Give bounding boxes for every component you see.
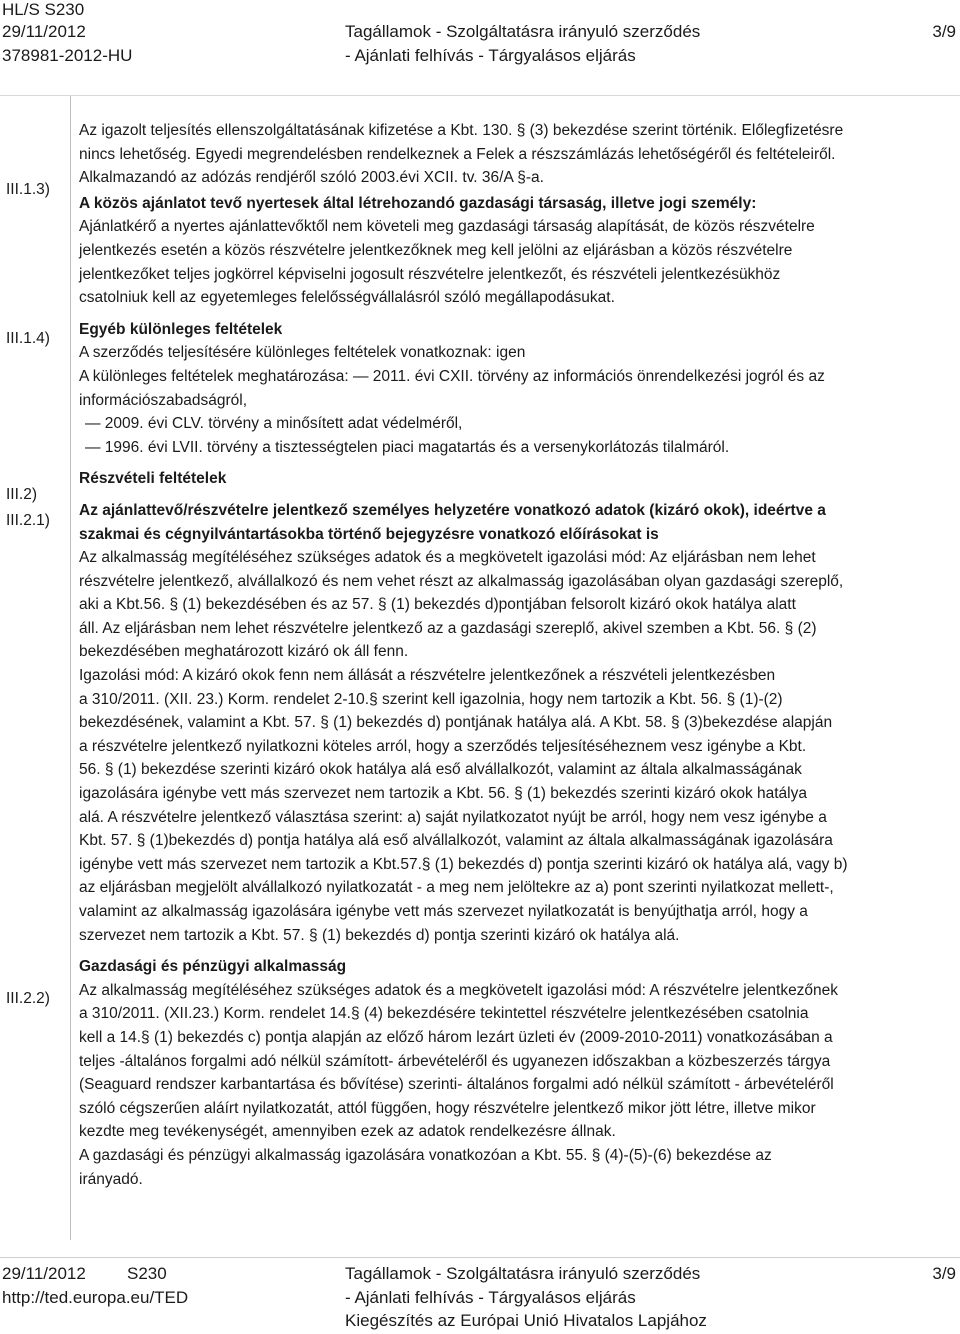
section-number-322: III.2.2)	[6, 990, 50, 1007]
text-line: Az igazolt teljesítés ellenszolgáltatásának kifizetése a Kbt. 130. § (3) bekezdése szerint történik. Előlegfizetésre	[79, 122, 844, 139]
text-line: bekezdésében meghatározott kizáró ok áll fenn.	[79, 643, 409, 661]
text-line: Ajánlatkérő a nyertes ajánlattevőktől nem követeli meg gazdasági társaság alapítását, de közös részvételre	[79, 218, 815, 236]
text-line: A szerződés teljesítésére különleges feltételek vonatkoznak: igen	[79, 344, 526, 362]
text-line: Igazolási mód: A kizáró okok fenn nem állását a részvételre jelentkezőnek a részvételi jelentkezésben	[79, 667, 776, 685]
header-divider	[0, 95, 960, 96]
footer-title-line3: Kiegészítés az Európai Unió Hivatalos Lapjához	[345, 1311, 707, 1330]
footer-url-link[interactable]: http://ted.europa.eu/TED	[2, 1288, 189, 1307]
text-line: 56. § (1) bekezdése szerinti kizáró okok hatálya alá eső alvállalkozót, valamint az általa alkalmasságának	[79, 761, 802, 779]
text-line: (Seaguard rendszer karbantartása és bővítése) szerinti- általános forgalmi adó nélkül számított - árbevételéről	[79, 1076, 834, 1094]
text-line: Kbt. 57. § (1)bekezdés d) pontja hatálya alá eső alvállalkozót, valamint az általa alkalmasságának igazolására	[79, 832, 833, 850]
footer-page: 3/9	[932, 1264, 956, 1283]
header-date: 29/11/2012	[2, 22, 86, 41]
text-line: valamint az alkalmasság igazolására igénybe vett más szervezet nyilatkozatát is benyújthatja arról, hogy a	[79, 903, 808, 920]
text-line: A gazdasági és pénzügyi alkalmasság igazolására vonatkozóan a Kbt. 55. § (4)-(5)-(6) bekezdése az	[79, 1146, 772, 1164]
text-line: Az alkalmasság megítéléséhez szükséges adatok és a megkövetelt igazolási mód: A részvételre jelentkezőnek	[79, 981, 839, 999]
text-line: irányadó.	[79, 1170, 143, 1188]
text-line: alá. A részvételre jelentkező választása szerint: a) saját nyilatkozatot nyújt be arról, hogy nem vesz igénybe a	[79, 808, 827, 826]
text-line: bekezdésének, valamint a Kbt. 57. § (1) bekezdés d) pontjának hatálya alá. A Kbt. 58. § (3)bekezdése alapján	[79, 714, 833, 732]
header-page: 3/9	[932, 22, 956, 41]
text-line: a 310/2011. (XII.23.) Korm. rendelet 14.§ (4) bekezdésére tekintettel részvételre jelentkezésében csatolnia	[79, 1005, 809, 1023]
footer-title-line1: Tagállamok - Szolgáltatásra irányuló szerződés	[345, 1264, 701, 1283]
section-314-title: Egyéb különleges feltételek	[79, 320, 283, 338]
text-line: a részvételre jelentkező nyilatkozni köteles arról, hogy a szerződés teljesítéséheznem vesz igénybe a Kbt.	[79, 737, 807, 755]
section-322-body	[79, 979, 955, 1191]
section-number-321: III.2.1)	[6, 512, 50, 529]
header-title-line2: - Ajánlati felhívás - Tárgyalásos eljárás	[345, 46, 636, 65]
text-line: A különleges feltételek meghatározása: — 2011. évi CXII. törvény az információs önrendelkezési jogról és az	[79, 367, 825, 385]
section-321-body	[79, 546, 955, 947]
text-line: — 1996. évi LVII. törvény a tisztességtelen piaci magatartás és a versenykorlátozás tilalmáról.	[85, 438, 730, 456]
text-line: szakmai és cégnyilvántartásokba történő bejegyzésre vonatkozó előírásokat is	[79, 525, 659, 543]
text-line: információszabadságról,	[79, 391, 248, 409]
text-line: igazolására igénybe vett más szervezet nem tartozik a Kbt. 56. § (1) bekezdés szerinti kizáró okok hatálya	[79, 785, 807, 803]
section-314-body	[79, 341, 955, 459]
text-line: jelentkezés esetén a közös részvételre jelentkezőknek meg kell jelölni az eljárásban a közös részvételre	[79, 241, 793, 259]
text-line: nincs lehetőség. Egyedi megrendelésben rendelkeznek a Felek a részszámlázás lehetőségéről és feltételeiről.	[79, 145, 836, 163]
section-321-title	[79, 499, 955, 546]
text-line: Az ajánlattevő/részvételre jelentkező személyes helyzetére vonatkozó adatok (kizáró okok), ideértve a	[79, 501, 826, 519]
text-line: Alkalmazandó az adózás rendjéről szóló 2003.évi XCII. tv. 36/A §-a.	[79, 169, 544, 187]
text-line: szóló cégszerűen aláírt nyilatkozatát, attól függően, hogy részvételre jelentkező mikor jött létre, illetve mikor	[79, 1099, 816, 1117]
section-number-314: III.1.4)	[6, 330, 50, 347]
payment-text	[79, 119, 955, 190]
text-line: csatolniuk kell az egyetemleges felelősségvállalásról szóló megállapodásukat.	[79, 289, 615, 307]
footer-title-line2: - Ajánlati felhívás - Tárgyalásos eljárás	[345, 1288, 636, 1307]
text-line: — 2009. évi CLV. törvény a minősített adat védelméről,	[85, 415, 463, 433]
section-divider-line	[70, 96, 71, 1240]
section-number-32: III.2)	[6, 486, 38, 503]
section-32-title: Részvételi feltételek	[79, 470, 227, 488]
footer-divider	[0, 1257, 960, 1258]
text-line: jelentkezőket teljes jogkörrel képviselni jogosult részvételre jelentkezőt, és részvételi jelentkezésükhöz	[79, 265, 781, 283]
text-line: részvételre jelentkező, alvállalkozó és nem vehet részt az alkalmasság igazolásában olyan gazdasági szereplő,	[79, 572, 844, 590]
section-313-title: A közös ajánlatot tevő nyertesek által létrehozandó gazdasági társaság, illetve jogi személy:	[79, 194, 757, 212]
text-line: az eljárásban megjelölt alvállalkozó nyilatkozatát - a meg nem jelöltekre az a) pont szerinti nyilatkozat mellett-,	[79, 879, 834, 897]
text-line: igénybe vett más szervezet nem tartozik a Kbt.57.§ (1) bekezdés d) pontja szerinti kizáró ok hatálya alá, vagy b)	[79, 855, 848, 873]
footer-code: S230	[127, 1264, 167, 1283]
text-line: Az alkalmasság megítéléséhez szükséges adatok és a megkövetelt igazolási mód: Az eljárásban nem lehet	[79, 549, 816, 567]
header-title-line1: Tagállamok - Szolgáltatásra irányuló szerződés	[345, 22, 701, 41]
section-313-body	[79, 215, 955, 309]
footer-date: 29/11/2012	[2, 1264, 86, 1283]
text-line: teljes -általános forgalmi adó nélkül számított- árbevételéről és ugyanezen időszakban a közbeszerzés tárgya	[79, 1052, 831, 1070]
text-line: a 310/2011. (XII. 23.) Korm. rendelet 2-10.§ szerint kell igazolnia, hogy nem tartozik a Kbt. 56. § (1)-(2)	[79, 690, 783, 708]
section-322-title: Gazdasági és pénzügyi alkalmasság	[79, 958, 347, 976]
text-line: szervezet nem tartozik a Kbt. 57. § (1) bekezdés d) pontja szerinti kizáró ok hatálya alá.	[79, 926, 680, 944]
main-content	[79, 119, 955, 1191]
text-line: kell a 14.§ (1) bekezdés c) pontja alapján az előző három lezárt üzleti év (2009-2010-2011) vonatkozásában a	[79, 1028, 833, 1046]
text-line: kezdte meg tevékenységét, amennyiben ezek az adatok rendelkezésre állnak.	[79, 1123, 616, 1141]
text-line: áll. Az eljárásban nem lehet részvételre jelentkező az a gazdasági szereplő, akivel szemben a Kbt. 56. § (2)	[79, 619, 817, 637]
doc-id: HL/S S230	[2, 0, 85, 19]
section-number-313: III.1.3)	[6, 181, 50, 198]
text-line: aki a Kbt.56. § (1) bekezdésében és az 57. § (1) bekezdés d)pontjában felsorolt kizáró okok hatálya alatt	[79, 596, 796, 614]
header-number: 378981-2012-HU	[2, 46, 133, 65]
